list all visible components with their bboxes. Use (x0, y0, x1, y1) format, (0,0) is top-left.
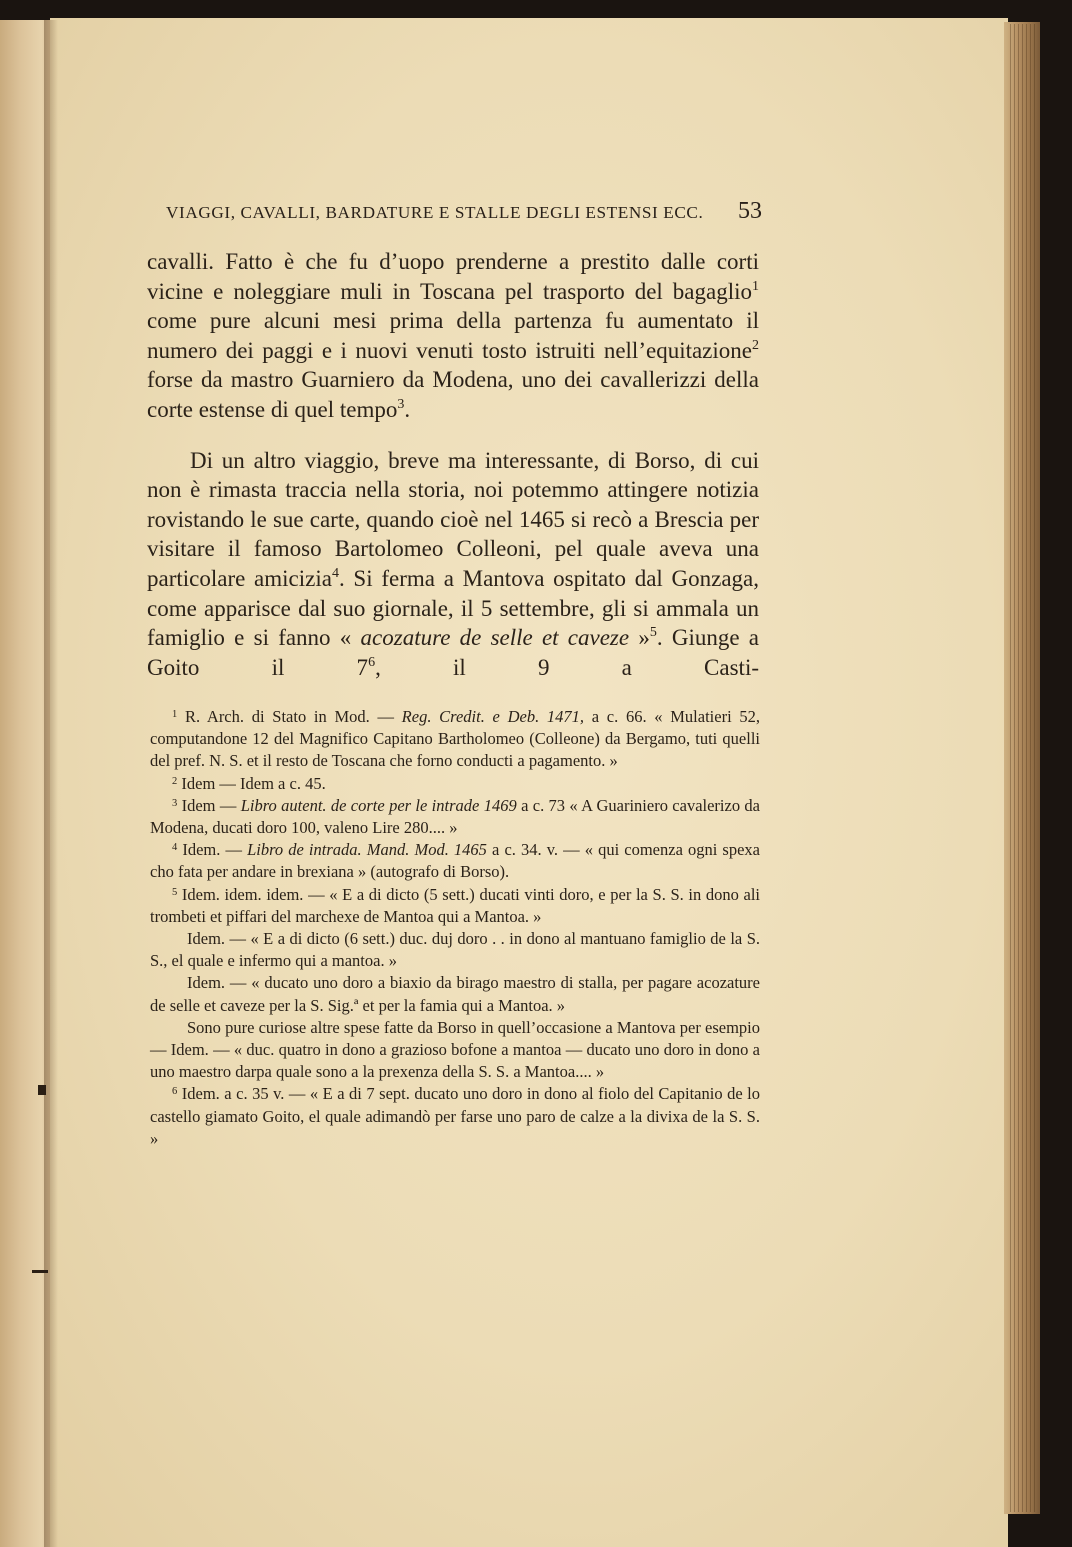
italic-quote: acozature de selle et caveze (360, 625, 630, 651)
text-run: a c. 66. « Mulatieri 52, computandone 12 del Magnifico Capitano Bartholomeo (Colleone) da Bergamo, tuti quelli del pref. N. S. et il resto de Toscana che forno conducti a pagamento. » (150, 707, 760, 771)
binding-mark (32, 1270, 48, 1273)
footnote (150, 795, 760, 839)
text-run: a c. 73 « A Guariniero cavalerizo da Modena, ducati doro 100, valeno Lire 280.... » (150, 795, 761, 838)
italic-citation: Libro autent. de corte per le intrade 1469 (240, 795, 517, 815)
footnote-ref[interactable]: 1 (752, 278, 759, 294)
text-run: » (629, 625, 650, 651)
page-number: 53 (738, 198, 762, 224)
text-run: Idem — (181, 795, 241, 815)
footnote-continuation: Idem. — « E a di dicto (6 sett.) duc. duj doro . . in dono al mantuano famiglio de la S. S., el quale e infermo qui a mantoa. » (150, 929, 760, 971)
footnote-ref[interactable]: 4 (331, 565, 339, 581)
page-stack-lines (1010, 24, 1036, 1512)
text-run: . Si ferma a Mantova ospitato dal Gonzaga, come apparisce dal suo giornale, il 5 settembre, gli si ammala un famiglio e si fanno « (147, 565, 760, 651)
footnote-continuation: Sono pure curiose altre spese fatte da Borso in quell’occasione a Mantova per esempio — Idem. — « duc. quatro in dono a grazioso bofone a mantoa — ducato uno doro in dono a uno maestro darpa quale sono a la prexenza della S. S. a Mantoa.... » (150, 1017, 760, 1082)
gutter-shadow (44, 20, 58, 1547)
text-run: Idem — Idem a c. 45. (181, 773, 326, 793)
footnote (150, 1083, 760, 1150)
footnote-number: 3 (172, 797, 178, 809)
footnote-number: 5 (172, 886, 178, 898)
text-run: come pure alcuni mesi prima della partenza fu aumentato il numero dei paggi e i nuovi venuti tosto istruiti nell’equitazione (147, 308, 759, 363)
italic-citation: Libro de intrada. Mand. Mod. 1465 (247, 840, 487, 860)
paragraph (147, 446, 759, 683)
footnote (150, 706, 760, 773)
footnote-ref[interactable]: 5 (649, 625, 657, 641)
binding-mark (38, 1085, 46, 1095)
footnote (150, 773, 760, 795)
footnote (150, 839, 760, 883)
footnote-ref[interactable]: 6 (368, 654, 376, 670)
text-run: cavalli. Fatto è che fu d’uopo prenderne a prestito dalle corti vicine e noleggiare muli in Toscana pel trasporto del bagaglio (147, 249, 759, 304)
text-run: , il 9 a Casti- (375, 654, 760, 680)
footnote-continuation: Idem. — « ducato uno doro a biaxio da birago maestro di stalla, per pagare acozature de selle et caveze per la S. Sig.ª et per la famia qui a Mantoa. » (150, 973, 760, 1015)
running-header (166, 198, 762, 230)
running-title: VIAGGI, CAVALLI, BARDATURE E STALLE DEGLI ESTENSI ECC. (166, 203, 704, 222)
footnote-number: 6 (172, 1086, 178, 1098)
text-run: Idem. idem. idem. — « E a di dicto (5 sett.) ducati vinti doro, e per la S. S. in dono ali trombeti et piffari del marchexe de Mantoa qui a Mantoa. » (150, 884, 760, 926)
footnote-number: 1 (172, 709, 178, 720)
text-run: a c. 34. v. — « qui comenza ogni spexa cho fata per andare in brexiana » (autografo di Borso). (150, 840, 760, 882)
footnote-ref[interactable]: 3 (397, 396, 405, 412)
text-run: Idem. — (182, 840, 248, 860)
footnote-number: 2 (172, 775, 178, 787)
italic-citation: Reg. Credit. e Deb. 1471, (401, 707, 585, 726)
footnote (150, 884, 760, 928)
text-run: Di un altro viaggio, breve ma interessante, di Borso, di cui non è rimasta traccia nella storia, noi potemmo attingere notizia rovistando le sue carte, quando cioè nel 1465 si recò a Brescia per visitare il famoso Bartolomeo Colleoni, pel quale aveva una particolare amicizia (147, 447, 759, 591)
text-run: . Giunge a Goito il 7 (147, 625, 760, 680)
text-run: R. Arch. di Stato in Mod. — (184, 707, 402, 726)
footnotes (150, 706, 760, 1150)
text-run: Idem. a c. 35 v. — « E a di 7 sept. ducato uno doro in dono al fiolo del Capitanio de lo castello giamato Goito, el quale adimandò per farse uno paro de calze a la divixa de la S. S. » (150, 1084, 760, 1148)
footnote-number: 4 (172, 842, 178, 854)
text-run: forse da mastro Guarniero da Modena, uno dei cavallerizzi della corte estense di quel tempo (147, 367, 759, 422)
main-text (147, 247, 759, 682)
paragraph (147, 247, 759, 425)
footnote-ref[interactable]: 2 (752, 337, 759, 353)
text-run: . (404, 396, 411, 422)
